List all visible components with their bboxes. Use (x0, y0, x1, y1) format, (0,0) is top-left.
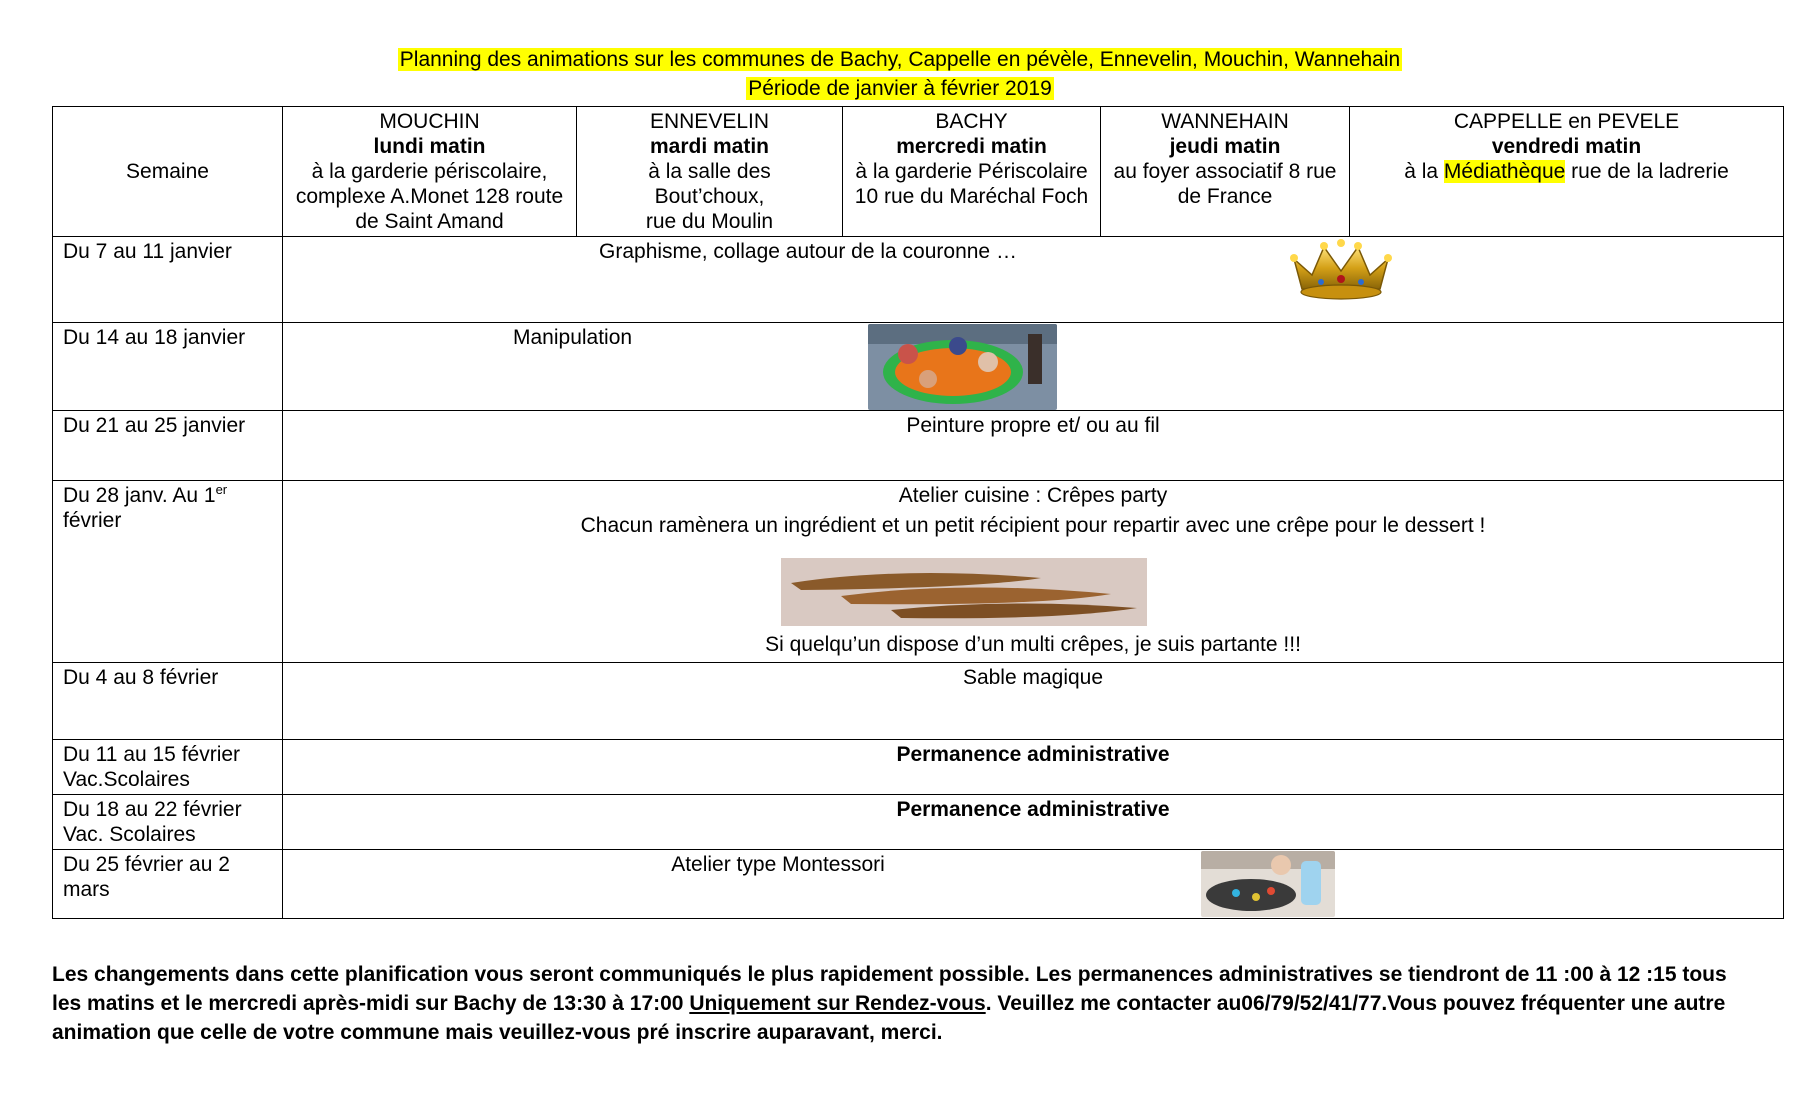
activity-text: Graphisme, collage autour de la couronne … (599, 240, 1017, 263)
table-row (53, 237, 1784, 323)
activity-cell (283, 237, 1784, 323)
week-cell: Du 11 au 15 février Vac.Scolaires (53, 740, 283, 795)
activity-cell (283, 740, 1784, 795)
commune-place: Bout’choux, (654, 185, 765, 208)
week-cell: Du 28 janv. Au 1er février (53, 481, 283, 663)
commune-name: CAPPELLE en PEVELE (1453, 110, 1680, 133)
table-row (53, 663, 1784, 740)
title-line-1: Planning des animations sur les communes de Bachy, Cappelle en pévèle, Ennevelin, Mouchin, Wannehain (399, 48, 1401, 71)
column-bachy (843, 107, 1101, 237)
table-row (53, 795, 1784, 850)
week-header: Semaine (53, 107, 283, 237)
montessori-photo (1201, 851, 1335, 917)
activity-text: Manipulation (513, 326, 633, 349)
table-row (53, 481, 1784, 663)
activity-detail: Chacun ramènera un ingrédient et un petit récipient pour repartir avec une crêpe pour le dessert ! (580, 514, 1486, 537)
commune-place: à la garderie périscolaire, complexe A.Monet 128 route de Saint Amand (295, 160, 564, 233)
commune-place: à la Médiathèque rue de la ladrerie (1404, 160, 1729, 183)
crown-icon (1286, 237, 1396, 301)
crepes-photo (781, 558, 1147, 626)
activity-cell (283, 795, 1784, 850)
commune-place: au foyer associatif 8 rue de France (1113, 160, 1337, 208)
activity-text: Permanence administrative (896, 743, 1170, 766)
title-line-2: Période de janvier à février 2019 (748, 77, 1052, 100)
page-subtitle (0, 76, 1800, 102)
activity-cell (283, 481, 1784, 663)
activity-cell: Sable magique (283, 663, 1784, 740)
column-cappelle (1350, 107, 1784, 237)
commune-day: mardi matin (649, 135, 770, 158)
commune-day: vendredi matin (1491, 135, 1642, 158)
appointment-only: Uniquement sur Rendez-vous (689, 992, 986, 1015)
activity-cell (283, 850, 1784, 919)
week-cell: Du 21 au 25 janvier (53, 411, 283, 481)
commune-place: à la garderie Périscolaire 10 rue du Maréchal Foch (854, 160, 1089, 208)
commune-place: rue du Moulin (645, 210, 774, 233)
column-mouchin (283, 107, 577, 237)
commune-name: MOUCHIN (379, 110, 480, 133)
table-row (53, 850, 1784, 919)
table-row (53, 411, 1784, 481)
commune-name: BACHY (935, 110, 1008, 133)
week-cell: Du 14 au 18 janvier (53, 323, 283, 411)
column-ennevelin (577, 107, 843, 237)
mediatheque-highlight: Médiathèque (1443, 160, 1566, 183)
header-row (53, 107, 1784, 237)
commune-name: WANNEHAIN (1161, 110, 1289, 133)
commune-day: lundi matin (373, 135, 486, 158)
activity-cell: Peinture propre et/ ou au fil (283, 411, 1784, 481)
activity-note: Si quelqu’un dispose d’un multi crêpes, je suis partante !!! (765, 633, 1301, 656)
activity-cell (283, 323, 1784, 411)
footer-note: Les changements dans cette planification vous seront communiqués le plus rapidement possible. Les permanences administratives se tiendront de 11 :00 à 12 :15 tous les matins et le mercredi après-midi sur Bachy de 13:30 à 17:00 Uniquement sur Rendez-vous. Veuillez me contacter au06/79/52/41/77.Vous pouvez fréquenter une autre animation que celle de votre commune mais veuillez-vous pré inscrire auparavant, merci. (52, 963, 1727, 1044)
children-playing-photo (868, 324, 1057, 410)
page-title (0, 47, 1800, 73)
activity-text: Permanence administrative (896, 798, 1170, 821)
commune-day: mercredi matin (896, 135, 1047, 158)
planning-table (52, 106, 1784, 919)
activity-text: Atelier type Montessori (671, 853, 885, 876)
table-row (53, 323, 1784, 411)
week-cell: Du 25 février au 2 mars (53, 850, 283, 919)
commune-name: ENNEVELIN (649, 110, 770, 133)
week-cell: Du 7 au 11 janvier (53, 237, 283, 323)
commune-place: à la salle des (648, 160, 771, 183)
column-wannehain (1101, 107, 1350, 237)
week-cell: Du 4 au 8 février (53, 663, 283, 740)
table-row (53, 740, 1784, 795)
activity-text: Atelier cuisine : Crêpes party (898, 484, 1168, 507)
week-cell: Du 18 au 22 février Vac. Scolaires (53, 795, 283, 850)
commune-day: jeudi matin (1169, 135, 1281, 158)
